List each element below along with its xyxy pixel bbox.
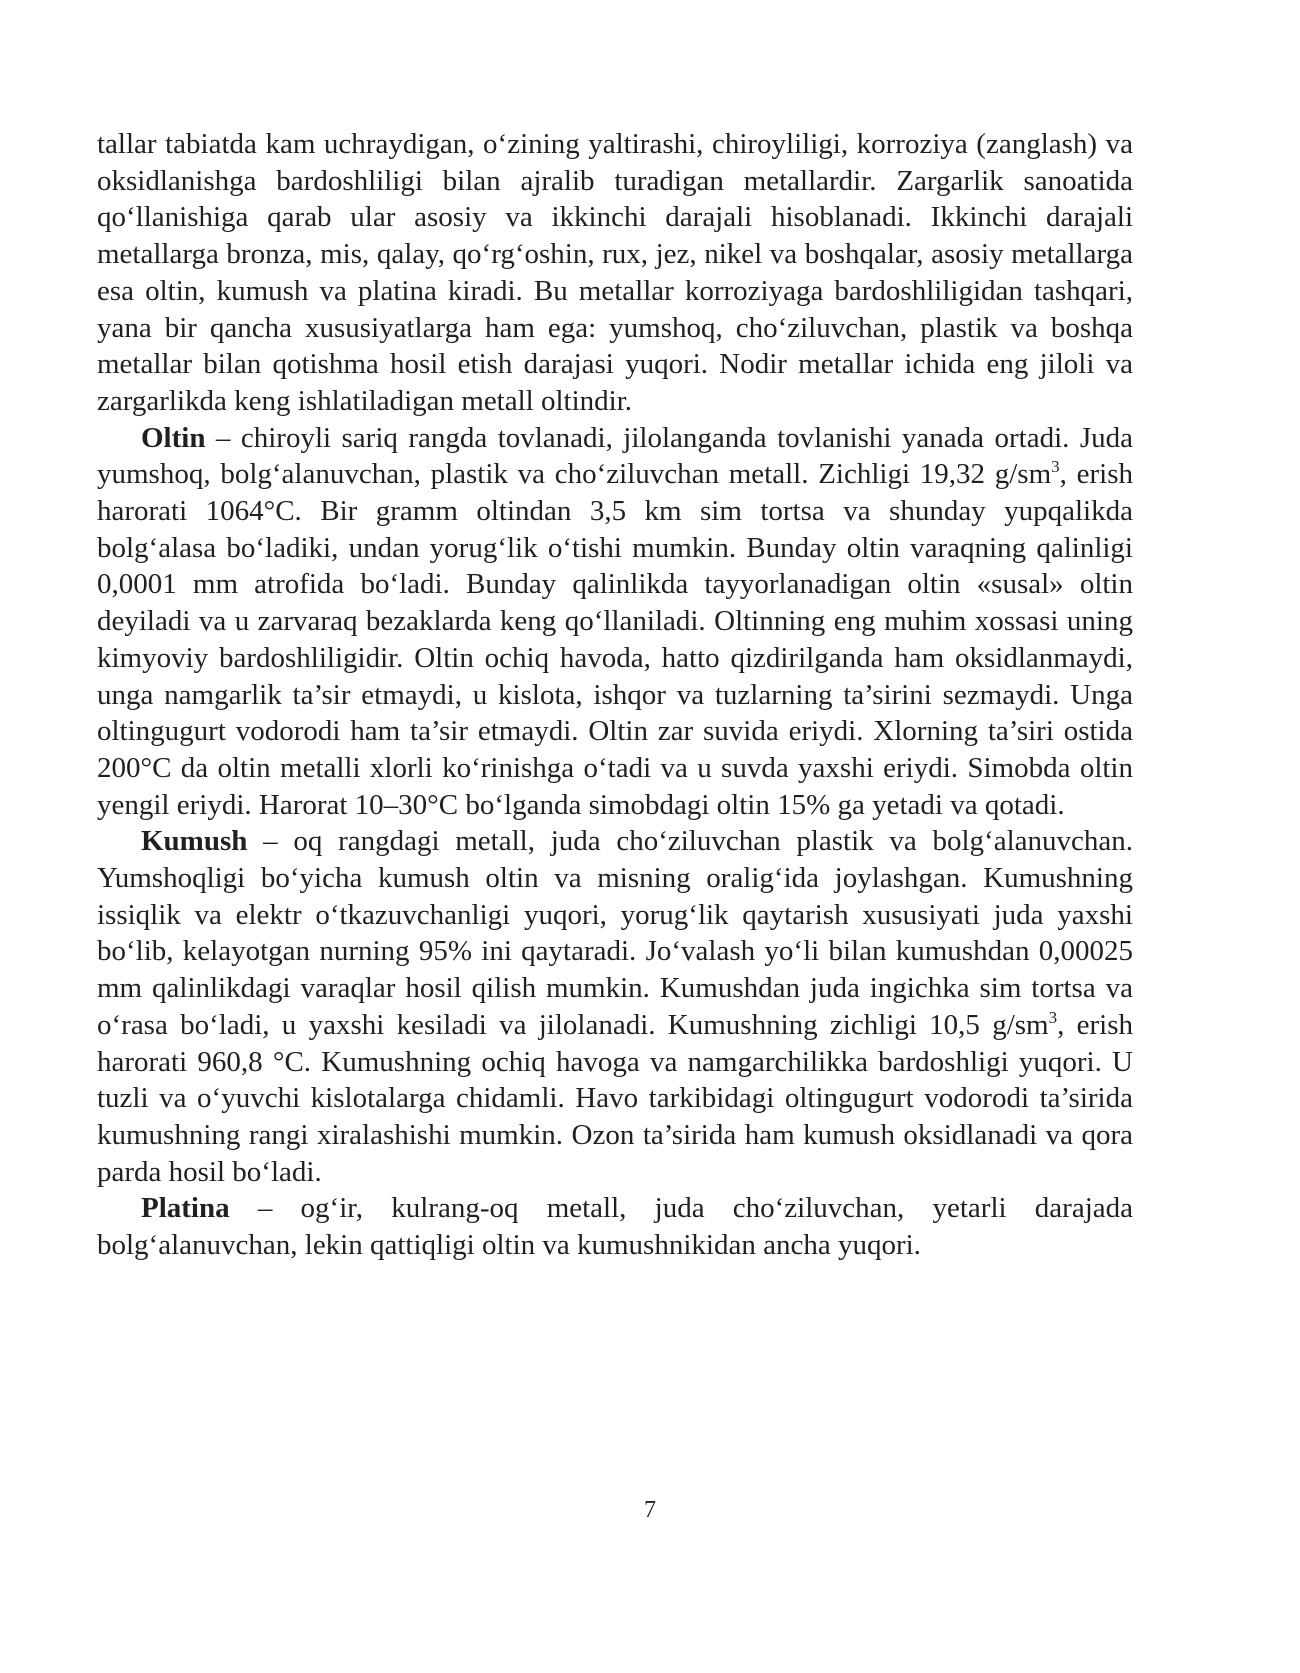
paragraph-kumush xyxy=(97,823,1133,1190)
page-body xyxy=(97,126,1133,1264)
paragraph-oltin-text-a: – chiroyli sariq rangda tovlanadi, jilolanganda tovlanishi yanada ortadi. Juda yumshoq, bolg‘alanuvchan, plastik va cho‘ziluvchan metall. Zichligi 19,32 g/sm xyxy=(97,421,1133,491)
paragraph-oltin-text-b: , erish harorati 1064°C. Bir gramm oltindan 3,5 km sim tortsa va shunday yupqalikda bolg‘alasa bo‘ladiki, undan yorug‘lik o‘tishi mumkin. Bunday oltin varaqning qalinligi 0,0001 mm atrofida bo‘ladi. Bunday qalinlikda tayyorlanadigan oltin «susal» oltin deyiladi va u zarvaraq bezaklarda keng qo‘llaniladi. Oltinning eng muhim xossasi uning kimyoviy bardoshliligidir. Oltin ochiq havoda, hatto qizdirilganda ham oksidlanmaydi, unga namgarlik ta’sir etmaydi, u kislota, ishqor va tuzlarning ta’sirini sezmaydi. Unga oltingugurt vodorodi ham ta’sir etmaydi. Oltin zar suvida eriydi. Xlorning ta’siri ostida 200°C da oltin metalli xlorli ko‘rinishga o‘tadi va u suvda yaxshi eriydi. Simobda oltin yengil eriydi. Harorat 10–30°C bo‘lganda simobdagi oltin 15% ga yetadi va qotadi. xyxy=(97,458,1133,821)
paragraph-intro-text: tallar tabiatda kam uchraydigan, o‘zining yaltirashi, chiroyliligi, korroziya (zanglash) va oksidlanishga bardoshliligi bilan ajralib turadigan metallardir. Zargarlik sanoatida qo‘llanishiga qarab ular asosiy va ikkinchi darajali hisoblanadi. Ikkinchi darajali metallarga bronza, mis, qalay, qo‘rg‘oshin, rux, jez, nikel va boshqalar, asosiy metallarga esa oltin, kumush va platina kiradi. Bu metallar korroziyaga bardoshliligidan tashqari, yana bir qancha xususiyatlarga ham ega: yumshoq, cho‘ziluvchan, plastik va boshqa metallar bilan qotishma hosil etish darajasi yuqori. Nodir metallar ichida eng jiloli va zargarlikda keng ishlatiladigan metall oltindir. xyxy=(97,128,1133,417)
term-kumush: Kumush xyxy=(141,825,248,858)
term-oltin: Oltin xyxy=(141,421,206,454)
paragraph-platina-text: – og‘ir, kulrang-oq metall, juda cho‘ziluvchan, yetarli darajada bolg‘alanuvchan, lekin qattiqligi oltin va kumushnikidan ancha yuqori. xyxy=(97,1192,1133,1262)
paragraph-platina xyxy=(97,1190,1133,1263)
paragraph-intro xyxy=(97,126,1133,420)
paragraph-kumush-text-a: – oq rangdagi metall, juda cho‘ziluvchan plastik va bolg‘alanuvchan. Yumshoqligi bo‘yicha kumush oltin va misning oralig‘ida joylashgan. Kumushning issiqlik va elektr o‘tkazuvchanligi yuqori, yorug‘lik qaytarish xususiyati juda yaxshi bo‘lib, kelayotgan nurning 95% ini qaytaradi. Jo‘valash yo‘li bilan kumushdan 0,00025 mm qalinlikdagi varaqlar hosil qilish mumkin. Kumushdan juda ingichka sim tortsa va o‘rasa bo‘ladi, u yaxshi kesiladi va jilolanadi. Kumushning zichligi 10,5 g/sm xyxy=(97,825,1133,1041)
superscript-cube: 3 xyxy=(1051,457,1060,477)
superscript-cube: 3 xyxy=(1048,1007,1058,1027)
paragraph-kumush-text-b: , erish harorati 960,8 °C. Kumushning ochiq havoga va namgarchilikka bardoshligi yuqori. U tuzli va o‘yuvchi kislotalarga chidamli. Havo tarkibidagi oltingugurt vodorodi ta’sirida kumushning rangi xiralashishi mumkin. Ozon ta’sirida ham kumush oksidlanadi va qora parda hosil bo‘ladi. xyxy=(97,1008,1133,1188)
term-platina: Platina xyxy=(141,1192,230,1225)
paragraph-oltin xyxy=(97,420,1133,824)
page-number: 7 xyxy=(644,1497,656,1523)
